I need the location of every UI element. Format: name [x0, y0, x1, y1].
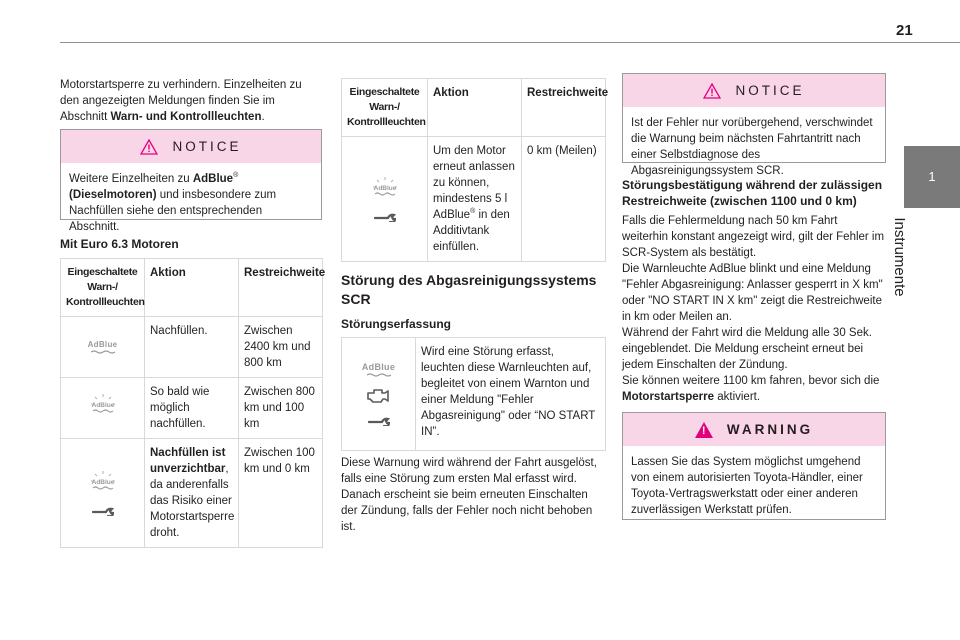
table-header: Aktion — [428, 79, 522, 137]
table-header: Restreichweite — [239, 259, 323, 317]
header-rule — [60, 42, 960, 43]
notice-box — [60, 129, 322, 233]
table-row — [342, 338, 606, 451]
chapter-tab[interactable]: 1 — [904, 146, 960, 208]
notice-header — [61, 130, 321, 163]
notice-header — [623, 74, 885, 107]
table-header: Restreichweite — [522, 79, 606, 137]
warning-text: Lassen Sie das System möglichst umgehend von einem autorisierten Toyota-Händler, einer Toyota-Vertragswerkstatt oder einer anderen zuverlässigen Werkstatt prüfen. — [631, 456, 863, 516]
warning-title: WARNING — [726, 422, 814, 437]
paragraph: Sie können weitere 1100 km fahren, bevor sich die Motorstartsperre aktiviert. — [622, 375, 880, 403]
table-cell-action: Um den Motor erneut anlassen zu können, mindestens 5 l AdBlue® in den Additivtank einfüllen. — [428, 137, 522, 262]
notice-text: Ist der Fehler nur vorübergehend, verschwindet die Warnung beim nächsten Fahrtantritt nach einer Selbstdiagnose des Abgasreinigungssystem SCR. — [631, 117, 873, 177]
notice-triangle-icon — [140, 139, 158, 155]
table-header: Eingeschaltete Warn-/ Kontrollleuchten — [342, 79, 428, 137]
svg-text:AdBlue: AdBlue — [91, 478, 114, 486]
table-row — [61, 439, 323, 548]
intro-paragraph: Motorstartsperre zu verhindern. Einzelheiten zu den angezeigten Meldungen finden Sie im Abschnitt Warn- und Kontrollleuchten. — [60, 79, 302, 123]
chapter-title: Instrumente — [891, 217, 908, 297]
paragraph: Während der Fahrt wird die Meldung alle 30 Sek. eingeblendet. Die Meldung erscheint erneut bei jedem Einschalten der Zündung. — [622, 327, 872, 371]
table-cell-action: Nachfüllen ist unverzichtbar, da anderenfalls das Risiko einer Motorstartsperre droht. — [145, 439, 239, 548]
notice-text: Weitere Einzelheiten zu AdBlue® (Dieselmotoren) und insbesondere zum Nachfüllen siehe den entsprechenden Abschnitt. — [69, 172, 277, 233]
table-cell-action: So bald wie möglich nachfüllen. — [145, 378, 239, 439]
fault-table — [341, 337, 606, 451]
fault-icons — [342, 338, 416, 451]
adblue-icon: AdBlue — [361, 361, 396, 372]
table-cell-range: Zwischen 100 km und 0 km — [239, 439, 323, 548]
svg-text:AdBlue: AdBlue — [373, 184, 396, 192]
adblue-icon: AdBlue — [61, 317, 145, 378]
table-row — [61, 317, 323, 378]
svg-text:AdBlue: AdBlue — [91, 401, 114, 409]
warning-paragraph: Diese Warnung wird während der Fahrt ausgelöst, falls eine Störung zum ersten Mal erfasst wird. Danach erscheint sie beim erneuten Einschalten der Zündung, falls der Fehler noch nicht behoben ist. — [341, 457, 597, 533]
body-text — [622, 213, 886, 405]
notice-box — [622, 73, 886, 177]
spanner-icon — [374, 212, 396, 222]
table-row — [61, 378, 323, 439]
table-header-row — [342, 79, 606, 137]
table-header-row — [61, 259, 323, 317]
section-heading: Störungsbestätigung während der zulässigen Restreichweite (zwischen 1100 und 0 km) — [622, 178, 883, 208]
notice-triangle-icon — [703, 83, 721, 99]
paragraph: Falls die Fehlermeldung nach 50 km Fahrt weiterhin konstant angezeigt wird, gilt der Fehler im SCR-System als bestätigt. — [622, 215, 885, 259]
adblue-spanner-icon — [61, 439, 145, 548]
section-title: Störung des Abgasreinigungssystems SCR — [341, 272, 597, 307]
adblue-icon — [61, 378, 145, 439]
warning-triangle-icon: ! — [695, 422, 713, 438]
table-cell-range: Zwischen 800 km und 100 km — [239, 378, 323, 439]
table-cell-range: 0 km (Meilen) — [522, 137, 606, 262]
table-cell-action: Nachfüllen. — [145, 317, 239, 378]
range-table — [60, 258, 326, 548]
table-header: Aktion — [145, 259, 239, 317]
warning-header — [623, 413, 885, 446]
engine-icon — [366, 387, 392, 405]
table-cell-range: Zwischen 2400 km und 800 km — [239, 317, 323, 378]
table-header: Eingeschaltete Warn-/ Kontrollleuchten — [61, 259, 145, 317]
subheading: Störungserfassung — [341, 317, 452, 331]
section-heading: Mit Euro 6.3 Motoren — [60, 237, 179, 251]
fault-text: Wird eine Störung erfasst, leuchten diese Warnleuchten auf, begleitet von einem Warnton und einer Meldung "Fehler Abgasreinigung" oder “NO START IN”. — [416, 338, 606, 451]
warning-box — [622, 412, 886, 520]
page-number: 21 — [896, 22, 913, 39]
adblue-spanner-icon — [342, 137, 428, 262]
range-table-zero — [341, 78, 609, 262]
notice-title: NOTICE — [172, 139, 242, 154]
table-row — [342, 137, 606, 262]
spanner-icon — [368, 416, 390, 426]
paragraph: Die Warnleuchte AdBlue blinkt und eine Meldung "Fehler Abgasreinigung: Anlasser gesperrt in X km" oder "NO START IN X km" zeigt die Restreichweite in km oder Meilen an. — [622, 263, 883, 323]
notice-title: NOTICE — [735, 83, 805, 98]
spanner-icon — [92, 506, 114, 516]
